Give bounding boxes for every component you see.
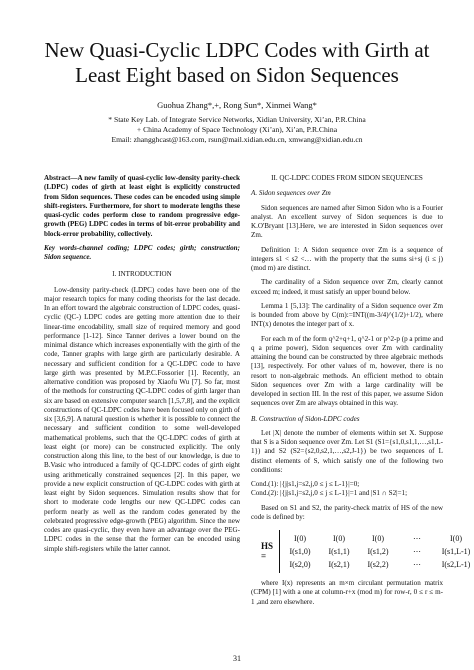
subsection-heading-a: A. Sidon sequences over Zm — [251, 189, 331, 198]
matrix-cell: I(s1,1) — [328, 546, 350, 556]
matrix-cell: I(0) — [333, 533, 346, 543]
matrix-cell: ⋯ — [413, 533, 422, 543]
matrix-cell: I(s2,1) — [328, 559, 350, 569]
lemma-1: Lemma 1 [5,13]: The cardinality of a Sidon sequence over Zm is bounded from above by C(m):=INT((m-3/4)^(1/2)+1/2), where INT(x) denotes the integer part of x. — [251, 301, 443, 329]
paragraph-sidon-intro: Sidon sequences are named after Simon Sidon who is a Fourier analyst. An excellent survey of Sidon sequences is due to K.O'Bryant [13].Here, we are interested in Sidon sequences over Zm. — [251, 203, 443, 240]
condition-1: Cond.(1): |{j|s1,j=s2,j,0 ≤ j ≤ L-1}|=0; — [251, 480, 360, 488]
matrix-label: HS = — [261, 541, 274, 561]
matrix-cell: I(s1,0) — [289, 546, 311, 556]
author-list: Guohua Zhang*,+, Rong Sun*, Xinmei Wang* — [157, 100, 317, 110]
keywords: Key words-channel coding; LDPC codes; girth; construction; Sidon sequence. — [44, 243, 240, 261]
matrix-cell: I(s2,2) — [367, 559, 389, 569]
paragraph-cpm-definition: where I(x) represents an m×m circulant permutation matrix (CPM) [1] with a one at column-r+x (mod m) for row-r, 0 ≤ r ≤ m-1 ,and zero elsewhere. — [251, 579, 443, 606]
matrix-body — [279, 530, 474, 573]
left-column — [44, 174, 240, 554]
section-heading-qc-ldpc: II. QC-LDPC CODES FROM SIDON SEQUENCES — [271, 174, 423, 182]
matrix-cell: I(0) — [450, 533, 463, 543]
affiliation-2: + China Academy of Space Technology (Xi’an), Xi’an, P.R.China — [136, 125, 338, 134]
matrix-cell: I(s2,L-1) — [441, 559, 471, 569]
page-number: 31 — [233, 654, 241, 663]
matrix-cell: I(0) — [294, 533, 307, 543]
matrix-row — [285, 532, 471, 545]
subsection-heading-b: B. Construction of Sidon-LDPC codes — [251, 414, 360, 423]
matrix-row — [285, 558, 471, 571]
matrix-cell: I(s2,0) — [289, 559, 311, 569]
paragraph-parity-check: Based on S1 and S2, the parity-check matrix of HS of the new code is defined by: — [251, 503, 443, 521]
matrix-cell: ⋯ — [413, 546, 422, 556]
section-heading-introduction: I. INTRODUCTION — [112, 270, 172, 279]
abstract: Abstract—A new family of quasi-cyclic low-density parity-check (LDPC) codes of girth at least eight is explicitly constructed from Sidon sequences. These codes can be encoded using simple shift-registers. Furthermore, for short to moderate lengths these quasi-cyclic codes perform close to random progressive edge-growth (PEG) LDPC codes in terms of bit-error probability and block-error probability, collectively. — [44, 174, 240, 238]
matrix-cell: I(0) — [372, 533, 385, 543]
paragraph-construction: Let |X| denote the number of elements within set X. Suppose that S is a Sidon sequence over Zm. Let S1 (S1={s1,0,s1,1,…,s1,L-1}) and S2 (S2={s2,0,s2,1,…,s2,J-1}) be two sequences of L distinct elements of S, which satisfy one of the following two conditions: — [251, 428, 443, 474]
email-line: Email: zhangghcast@163.com, rsun@mail.xidian.edu.cn, xmwang@xidian.edu.cn — [111, 135, 363, 144]
matrix-cell: ⋯ — [413, 559, 422, 569]
paragraph-cardinality: The cardinality of a Sidon sequence over Zm, clearly cannot exceed m; indeed, it must satisfy an upper bound below. — [251, 278, 443, 296]
paper-title: New Quasi-Cyclic LDPC Codes with Girth at Least Eight based on Sidon Sequences — [44, 38, 430, 87]
matrix-row — [285, 545, 471, 558]
matrix-cell: I(s1,2) — [367, 546, 389, 556]
condition-2: Cond.(2): |{j|s1,j=s2,j,0 ≤ j ≤ L-1}|=1 and |S1 ∩ S2|=1; — [251, 489, 408, 498]
affiliation-1: * State Key Lab. of Integrate Service Networks, Xidian University, Xi’an, P.R.China — [108, 115, 366, 124]
introduction-paragraph: Low-density parity-check (LDPC) codes have been one of the major research topics for many coding theorists for the last decade. In an effort toward the algebraic construction of LDPC codes, quasi-cyclic (QC-) LDPC codes are getting more attention due to their linear-time encodability, small size of required memory and good performance [1-12]. Since Tanner derives a lower bound on the minimal distance which increases exponentially with the girth of the code, Tanner graphs with large girth are particularly desirable. A necessary and sufficient condition for a QC-LDPC code to have large girth was presented by M.P.C.Fossorier [1]. Recently, an alternative condition was proposed by Xiaofu Wu [7]. So far, most of the methods for constructing QC-LDPC codes of girth larger than six are based on extensive computer search [1,5,7,8], and the explicit constructions of QC-LDPC codes have been focused only on girth of six [3,6,9]. A natural question is whether it is possible to connect the necessary and sufficient condition to some well-developed mathematical problems, such that the QC-LDPC codes of girth at least eight (or more) can be constructed explicitly. The only construction along this line, to the best of our knowledge, is due to B.Vasic who introduced a family of QC-LDPC codes of girth eight using arithmetically constrained sequences [2]. In this paper, we provide a new explicit construction of QC-LDPC codes with girth at least eight by Sidon sequences. Simulation results show that for short to moderate code lengths our new QC-LDPC codes can perform nearly as well as the random codes generated by the celebrated progressive edge-growth (PEG) algorithm. Since the new codes are quasi-cyclic, they even have an advantage over the PEG-LDPC codes in the sense that the former can be encoded using simple shift-registers while the latter cannot. — [44, 285, 240, 553]
paragraph-algebraic-methods: For each m of the form q^2+q+1, q^2-1 or p^2-p (p a prime and q a prime power), Sidon sequences over Zm with cardinality attaining the bound can be constructed by three algebraic methods [13], respectively. For other values of m, however, there is no resort to non-algebraic methods. An efficient method to obtain Sidon sequences over Zm with a large cardinality will be developed in section III. In the rest of this paper, we assume Sidon sequences over Zm are always obtained in this way. — [251, 334, 443, 408]
parity-check-matrix — [261, 530, 471, 573]
definition-1: Definition 1: A Sidon sequence over Zm is a sequence of integers s1 < s2 <… with the property that the sums si+sj (i ≤ j) (mod m) are distinct. — [251, 245, 443, 272]
right-column — [251, 174, 471, 607]
matrix-cell: I(s1,L-1) — [441, 546, 471, 556]
